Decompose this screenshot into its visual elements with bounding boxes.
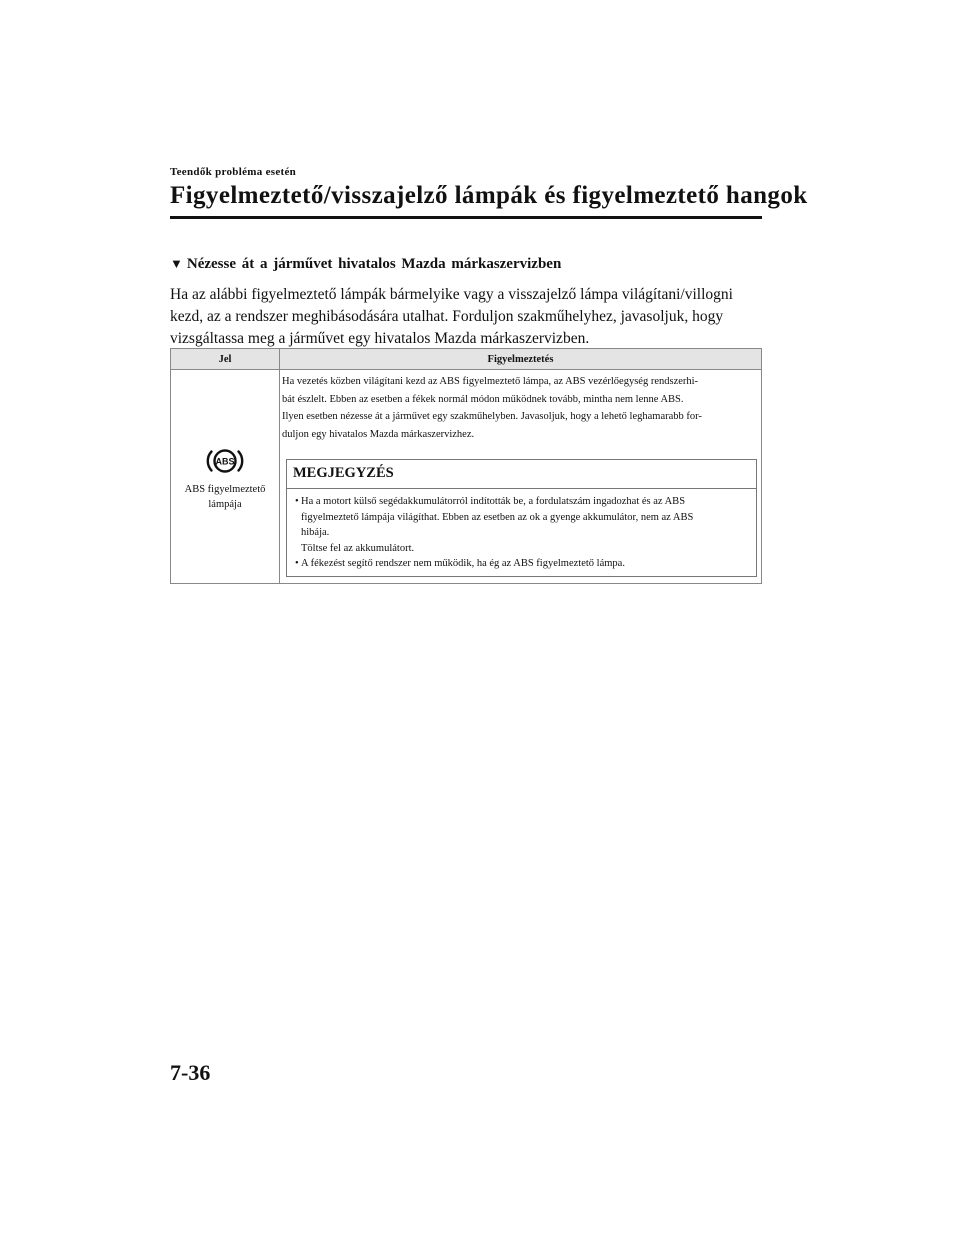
table-row — [171, 370, 762, 584]
table-header-row — [171, 349, 762, 370]
note-line: figyelmeztető lámpája világíthat. Ebben az esetben az ok a gyenge akkumulátor, nem az ABS — [301, 511, 694, 523]
note-item-text — [301, 556, 625, 572]
description-line: bát észlelt. Ebben az esetben a fékek normál módon működnek tovább, mintha nem lenne ABS. — [282, 393, 684, 405]
bullet: • — [295, 558, 299, 569]
note-line: A fékezést segítő rendszer nem működik, ha ég az ABS figyelmeztető lámpa. — [301, 558, 625, 569]
intro-paragraph — [170, 284, 770, 350]
list-item — [295, 494, 750, 556]
title-divider — [170, 216, 762, 219]
intro-line: Ha az alábbi figyelmeztető lámpák bármelyike vagy a visszajelző lámpa világítani/villogni — [170, 286, 733, 303]
abs-warning-light-icon — [205, 447, 245, 475]
symbol-cell — [171, 370, 280, 584]
note-heading: MEGJEGYZÉS — [287, 460, 756, 489]
description-line: Ilyen esetben nézesse át a járművet egy szakműhelyben. Javasoljuk, hogy a lehető leghamarabb for- — [282, 411, 702, 422]
note-line: Töltse fel az akkumulátort. — [301, 542, 415, 554]
header-warning: Figyelmeztetés — [280, 349, 762, 370]
note-line: hibája. — [301, 527, 330, 538]
header-symbol: Jel — [171, 349, 280, 370]
intro-line: kezd, az a rendszer meghibásodására utalhat. Forduljon szakműhelyhez, javasoljuk, hogy — [170, 308, 724, 325]
section-heading — [170, 256, 561, 273]
description-line: duljon egy hivatalos Mazda márkaszervizhez. — [282, 428, 475, 440]
description-cell — [280, 370, 762, 584]
warning-table — [170, 348, 762, 584]
description-line: Ha vezetés közben világítani kezd az ABS figyelmeztető lámpa, az ABS vezérlőegység rendszerhi- — [282, 376, 699, 387]
symbol-label-line: lámpája — [208, 498, 242, 510]
section-marker-icon: ▼ — [170, 256, 183, 271]
symbol-label-line: ABS figyelmeztető — [184, 483, 266, 495]
section-heading-text: Nézesse át a járművet hivatalos Mazda márkaszervizben — [186, 256, 562, 272]
abs-icon-text: ABS — [215, 456, 235, 467]
note-line: Ha a motort külső segédakkumulátorról indították be, a fordulatszám ingadozhat és az ABS — [301, 496, 686, 507]
chapter-label: Teendők probléma esetén — [170, 166, 297, 178]
page-number: 7-36 — [170, 1060, 211, 1085]
intro-line: vizsgáltassa meg a járművet egy hivatalos Mazda márkaszervizben. — [170, 330, 590, 347]
symbol-label — [171, 482, 279, 512]
page-title: Figyelmeztető/visszajelző lámpák és figyelmeztető hangok — [170, 182, 808, 209]
bullet: • — [295, 496, 299, 507]
note-box — [286, 459, 757, 577]
list-item — [295, 556, 750, 572]
note-body — [287, 489, 756, 576]
warning-description — [282, 373, 757, 443]
note-item-text — [301, 494, 693, 556]
